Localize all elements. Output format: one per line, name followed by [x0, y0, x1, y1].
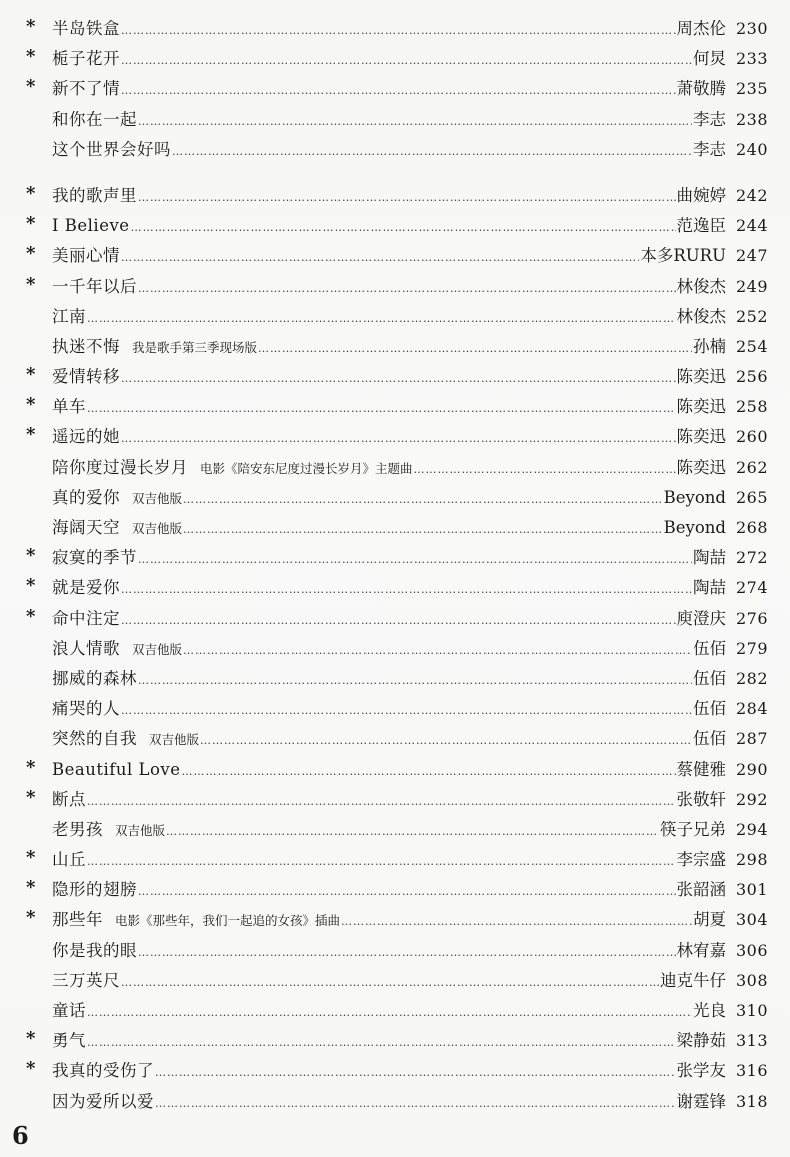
toc-entry-line: [52, 484, 768, 508]
new-song-marker: *: [26, 1028, 36, 1050]
toc-entry-line: [52, 333, 768, 357]
toc-entry-line: [52, 665, 768, 689]
dot-leader: [121, 614, 676, 627]
page-ref: 306: [735, 940, 768, 960]
dot-leader: [414, 463, 676, 476]
toc-entry-line: [52, 544, 768, 568]
toc-entry: [0, 782, 790, 812]
song-note: 双吉他版: [132, 521, 183, 536]
dot-leader: [121, 432, 676, 445]
toc-entry: [0, 631, 790, 661]
toc-entry: [0, 570, 790, 600]
toc-entry-line: [52, 695, 768, 719]
new-song-marker: *: [26, 605, 36, 627]
page-ref: 262: [735, 457, 768, 477]
dot-leader: [155, 1066, 676, 1079]
page-ref: 258: [735, 397, 768, 417]
dot-leader: [155, 1097, 676, 1110]
artist-name: 迪克牛仔: [660, 970, 726, 990]
song-title: 一千年以后: [52, 276, 137, 296]
artist-name: 庾澄庆: [676, 608, 726, 628]
toc-entry-line: [52, 1027, 768, 1051]
dot-leader: [131, 221, 676, 234]
page-ref: 301: [735, 880, 768, 900]
new-song-marker: *: [26, 213, 36, 235]
dot-leader: [138, 282, 676, 295]
artist-name: 陈奕迅: [676, 427, 726, 447]
dot-leader: [183, 644, 692, 657]
new-song-marker: *: [26, 394, 36, 416]
song-note: 电影《那些年，我们一起追的女孩》插曲: [115, 913, 341, 929]
artist-name: 筷子兄弟: [660, 819, 726, 839]
artist-name: 林俊杰: [676, 306, 726, 326]
page-ref: 279: [735, 638, 768, 658]
song-title: 隐形的翅膀: [52, 880, 137, 900]
toc-entry: [0, 540, 790, 570]
dot-leader: [87, 402, 676, 415]
toc-entry: [0, 842, 790, 872]
toc-entry: [0, 11, 790, 41]
dot-leader: [138, 946, 676, 959]
toc-entry-line: [52, 136, 768, 160]
page-ref: 318: [735, 1091, 768, 1111]
toc-entry: [0, 902, 790, 932]
toc-entry-line: [52, 816, 768, 840]
toc-entry: [0, 933, 790, 963]
artist-name: 范逸臣: [676, 216, 726, 236]
toc-entry: [0, 480, 790, 510]
song-title: 命中注定: [52, 608, 120, 628]
dot-leader: [341, 915, 692, 928]
song-title: 美丽心情: [52, 246, 120, 266]
new-song-marker: *: [26, 847, 36, 869]
page-ref: 265: [735, 487, 768, 507]
toc-entry: [0, 450, 790, 480]
toc-entry: [0, 993, 790, 1023]
dot-leader: [121, 251, 639, 264]
song-title: 真的爱你: [52, 487, 120, 507]
toc-entry-line: [52, 756, 768, 780]
toc-entry-line: [52, 725, 768, 749]
artist-name: 张敬轩: [676, 789, 726, 809]
page-ref: 238: [735, 109, 768, 129]
new-song-marker: *: [26, 16, 36, 37]
dot-leader: [121, 84, 676, 97]
page-ref: 235: [735, 79, 768, 99]
toc-entry-line: [52, 574, 768, 598]
toc-entry: [0, 269, 790, 299]
dot-leader: [87, 795, 676, 808]
song-title: 单车: [52, 397, 86, 417]
toc-entry: [0, 299, 790, 329]
new-song-marker: *: [26, 545, 36, 567]
song-title: 三万英尺: [52, 970, 120, 990]
artist-name: 张学友: [676, 1061, 726, 1081]
song-title: 栀子花开: [52, 49, 120, 69]
page-ref: 290: [735, 759, 768, 779]
song-note: 双吉他版: [132, 641, 183, 657]
dot-leader: [121, 372, 676, 385]
dot-leader: [121, 24, 676, 37]
dot-leader: [182, 765, 676, 778]
song-title: 勇气: [52, 1031, 86, 1051]
toc-entry: [0, 178, 790, 208]
song-title: 江南: [52, 306, 86, 326]
artist-name: 孙楠: [693, 336, 726, 356]
page-ref: 276: [735, 608, 768, 628]
toc-entry-line: [52, 273, 768, 297]
new-song-marker: *: [26, 243, 36, 265]
new-song-marker: *: [26, 46, 36, 68]
toc-entry-line: [52, 212, 768, 236]
page-ref: 304: [735, 910, 768, 930]
song-title: 山丘: [52, 850, 86, 870]
new-song-marker: *: [26, 786, 36, 808]
new-song-marker: *: [26, 424, 36, 446]
artist-name: 本多RURU: [640, 246, 726, 266]
artist-name: 李志: [693, 109, 726, 129]
dot-leader: [200, 734, 692, 747]
new-song-marker: *: [26, 273, 36, 295]
toc-entry-line: [52, 45, 768, 69]
new-song-marker: *: [26, 76, 36, 98]
toc-entry: [0, 661, 790, 691]
toc-entry-line: [52, 1057, 768, 1081]
page-ref: 294: [735, 819, 768, 839]
dot-leader: [166, 825, 659, 838]
dot-leader: [121, 583, 692, 596]
toc-entry: [0, 419, 790, 449]
page-ref: 287: [735, 729, 768, 749]
page-ref: 242: [735, 185, 768, 205]
song-note: 双吉他版: [115, 822, 166, 838]
artist-name: 陶喆: [693, 578, 726, 598]
toc-entry-line: [52, 423, 768, 447]
toc-entry: [0, 812, 790, 842]
new-song-marker: *: [26, 1058, 36, 1080]
dot-leader: [183, 523, 663, 536]
toc-entry-line: [52, 906, 768, 930]
toc-entry: [0, 601, 790, 631]
toc-entry: [0, 71, 790, 101]
song-title: 就是爱你: [52, 578, 120, 598]
page-ref: 244: [735, 216, 768, 236]
toc-entry-line: [52, 15, 768, 39]
artist-name: 伍佰: [693, 668, 726, 688]
toc-entry-line: [52, 997, 768, 1021]
toc-entry: [0, 132, 790, 162]
artist-name: 谢霆锋: [676, 1091, 726, 1111]
toc-entry-line: [52, 75, 768, 99]
toc-entry-line: [52, 182, 768, 206]
song-title: 断点: [52, 789, 86, 809]
song-title: 挪威的森林: [52, 668, 137, 688]
page-ref: 247: [735, 246, 768, 266]
artist-name: 何炅: [693, 49, 726, 69]
toc-entry-line: [52, 303, 768, 327]
page-ref: 316: [735, 1061, 768, 1081]
toc-entry-line: [52, 635, 768, 659]
toc-entry: [0, 41, 790, 71]
toc-entry-line: [52, 242, 768, 266]
song-title: 痛哭的人: [52, 699, 120, 719]
toc-entry-line: [52, 514, 768, 538]
page-ref: 308: [735, 970, 768, 990]
song-note: 双吉他版: [132, 490, 183, 506]
artist-name: 陈奕迅: [676, 367, 726, 387]
dot-leader: [183, 493, 663, 506]
artist-name: 张韶涵: [676, 880, 726, 900]
dot-leader: [121, 976, 659, 989]
page-ref: 233: [735, 49, 768, 69]
page-ref: 252: [735, 306, 768, 326]
toc-entry: [0, 721, 790, 751]
toc-entry: [0, 329, 790, 359]
song-title: 突然的自我: [52, 729, 137, 749]
song-title: 这个世界会好吗: [52, 139, 171, 159]
artist-name: 蔡健雅: [676, 759, 726, 779]
dot-leader: [138, 674, 692, 687]
song-title: 我真的受伤了: [52, 1061, 154, 1081]
dot-leader: [138, 885, 676, 898]
dot-leader: [138, 191, 676, 204]
table-of-contents: [0, 11, 790, 1114]
artist-name: 周杰伦: [676, 19, 726, 38]
artist-name: 伍佰: [693, 729, 726, 749]
new-song-marker: *: [26, 364, 36, 386]
toc-entry: [0, 1023, 790, 1053]
artist-name: 陶喆: [693, 548, 726, 568]
toc-entry: [0, 872, 790, 902]
page-ref: 292: [735, 789, 768, 809]
song-title: 我的歌声里: [52, 185, 137, 205]
toc-entry: [0, 1053, 790, 1083]
song-title: 老男孩: [52, 819, 103, 839]
song-title: 那些年: [52, 910, 103, 930]
song-title: 和你在一起: [52, 109, 137, 129]
artist-name: Beyond: [663, 518, 726, 537]
song-note: 双吉他版: [149, 732, 200, 748]
page-ref: 284: [735, 699, 768, 719]
toc-entry-line: [52, 967, 768, 991]
artist-name: 陈奕迅: [676, 397, 726, 417]
dot-leader: [121, 704, 692, 717]
toc-entry-line: [52, 786, 768, 810]
dot-leader: [172, 145, 692, 158]
song-title: 新不了情: [52, 79, 120, 99]
toc-entry-line: [52, 454, 768, 478]
page-ref: 274: [735, 578, 768, 598]
toc-entry-line: [52, 393, 768, 417]
artist-name: 伍佰: [693, 699, 726, 719]
artist-name: 伍佰: [693, 638, 726, 658]
toc-entry-line: [52, 876, 768, 900]
toc-entry-line: [52, 937, 768, 961]
song-title: 浪人情歌: [52, 638, 120, 658]
song-title: 童话: [52, 1001, 86, 1020]
song-title: 执迷不悔: [52, 336, 120, 356]
song-title: I Believe: [52, 216, 130, 236]
artist-name: 萧敬腾: [676, 79, 726, 99]
toc-entry: [0, 208, 790, 238]
song-title: 陪你度过漫长岁月: [52, 457, 188, 477]
toc-entry: [0, 691, 790, 721]
toc-entry: [0, 752, 790, 782]
artist-name: 李志: [693, 139, 726, 159]
dot-leader: [138, 115, 692, 128]
toc-entry-line: [52, 846, 768, 870]
artist-name: Beyond: [663, 487, 726, 507]
toc-entry-line: [52, 363, 768, 387]
page-ref: 282: [735, 668, 768, 688]
toc-entry-line: [52, 605, 768, 629]
song-title: 半岛铁盒: [52, 19, 120, 38]
artist-name: 梁静茹: [676, 1031, 726, 1051]
artist-name: 陈奕迅: [676, 457, 726, 477]
new-song-marker: *: [26, 575, 36, 597]
dot-leader: [87, 1006, 692, 1019]
page-ref: 268: [735, 518, 768, 537]
new-song-marker: *: [26, 756, 36, 778]
dot-leader: [87, 312, 676, 325]
song-title: 海阔天空: [52, 518, 120, 537]
artist-name: 李宗盛: [676, 850, 726, 870]
toc-entry: [0, 102, 790, 132]
page-ref: 260: [735, 427, 768, 447]
artist-name: 光良: [693, 1001, 726, 1020]
page-ref: 230: [735, 19, 768, 38]
song-title: 你是我的眼: [52, 940, 137, 960]
page-ref: 254: [735, 336, 768, 356]
toc-entry: [0, 389, 790, 419]
page-ref: 272: [735, 548, 768, 568]
artist-name: 林宥嘉: [676, 940, 726, 960]
artist-name: 曲婉婷: [676, 185, 726, 205]
song-note: 电影《陪安东尼度过漫长岁月》主题曲: [200, 460, 413, 476]
song-title: 爱情转移: [52, 367, 120, 387]
dot-leader: [87, 1036, 676, 1049]
new-song-marker: *: [26, 877, 36, 899]
song-title: Beautiful Love: [52, 759, 181, 779]
page-ref: 313: [735, 1031, 768, 1051]
song-note: 我是歌手第三季现场版: [132, 339, 258, 355]
new-song-marker: *: [26, 182, 36, 204]
dot-leader: [121, 54, 692, 67]
page-ref: 310: [735, 1001, 768, 1020]
dot-leader: [258, 342, 692, 355]
toc-entry: [0, 1084, 790, 1114]
song-title: 遥远的她: [52, 427, 120, 447]
toc-entry: [0, 238, 790, 268]
page-ref: 240: [735, 139, 768, 159]
toc-entry-line: [52, 1088, 768, 1112]
artist-name: 林俊杰: [676, 276, 726, 296]
toc-entry: [0, 510, 790, 540]
song-title: 寂寞的季节: [52, 548, 137, 568]
page-ref: 249: [735, 276, 768, 296]
page-ref: 298: [735, 850, 768, 870]
toc-entry-line: [52, 106, 768, 130]
toc-entry: [0, 359, 790, 389]
page-number: 6: [12, 1121, 29, 1150]
artist-name: 胡夏: [693, 910, 726, 930]
page-ref: 256: [735, 367, 768, 387]
dot-leader: [87, 855, 676, 868]
dot-leader: [138, 553, 692, 566]
new-song-marker: *: [26, 907, 36, 929]
toc-entry: [0, 963, 790, 993]
song-title: 因为爱所以爱: [52, 1091, 154, 1111]
